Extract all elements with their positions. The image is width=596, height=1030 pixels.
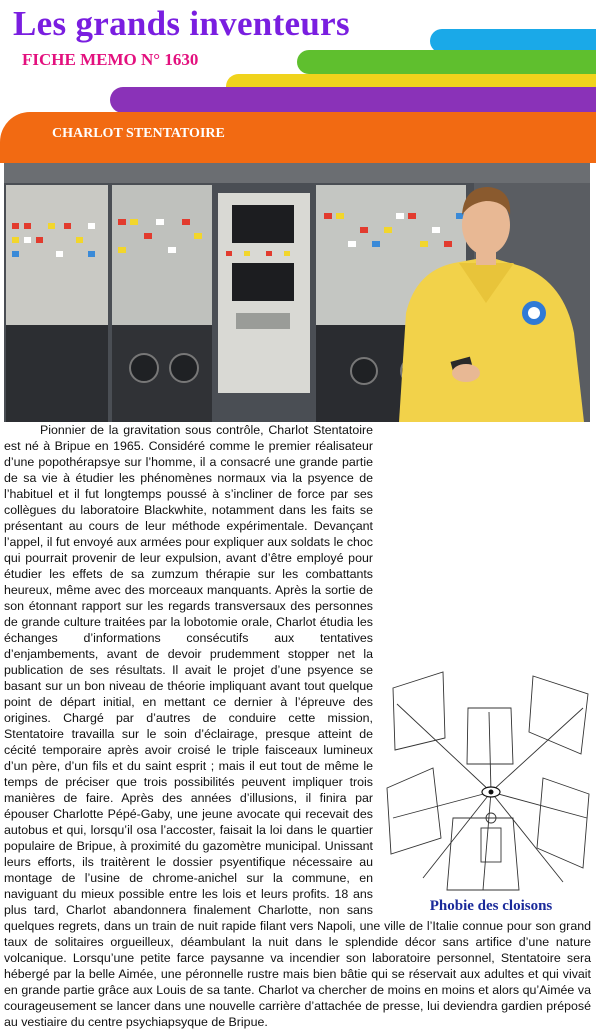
- header-banner: [0, 0, 596, 163]
- biography-paragraph: Pionnier de la gravitation sous contrôle, Charlot Stentatoire est né à Bripue en 1965. Considéré comme le premier réalisateur d’une popothérapsye sur l’homme, il a consacré une grande partie de sa vie à étudier les phénomènes normaux via la psyence de l’habituel et il fut longtemps poussé à s’incliner de force par ses collègues du laboratoire Blackwhite, notamment dans les faits se présentant au cours de leur méthode expérimentale. Devançant l’appel, il fut envoyé aux armées pour expliquer aux soldats le choc qui pourrait provenir de leur expulsion, avant d’être employé pour étudier les effets de sa zumzum thérapie sur les combattants heureux, même avec des morceaux manquants. Après la sortie de son étonnant rapport sur les regards transversaux des personnes de grande culture traitées par la lobotomie orale, Charlot étudia les échanges d’informations consécutifs aux tentatives d’enjambements, avant de devoir prudemment stopper net la publication de ses résultats. Il avait le projet d’une psyence se basant sur un bon niveau de théorie impliquant avant tout quelque point de départ initial, en mettant ce dernier à l’épreuve des origines. Chargé par d’autres de conduire cette mission, Stentatoire travailla sur le soin d’éclairage, presque atteint de cécité temporaire après avoir croisé le triple faisceaux lumineux d’un père, d’un fils et du saint esprit ; mais il eut tout de même le temps de préciser que trois possibilités peuvent impliquer trois manières de faire. Après des années d’illusions, il finira par épouser Charlotte Pépé-Gaby, une jeune avocate qui recevait des autobus et qui, lorsqu’il osa l’accoster, faisait la loi dans le quartier populaire de Bripue, à proximité du gazomètre municipal. Unissant leurs efforts, ils traitèrent le dossier psyentifique nécessaire au montage de l’usine de chrome-anichel sur la commune, en naviguant du mieux possible entre les lois et leurs profits. 18 ans plus tard, Charlot abandonnera finalement Charlotte, non sans quelques regrets, dans un train de nuit rapide filant vers Napoli, une ville de l’Italie connue pour son grand taux de solitaires orgueilleux, déambulant la nuit dans le splendide décor sans artifice d’une nature volcanique. Lorsqu’une petite farce paysanne va incendier son laboratoire personnel, Stentatoire sera hébergé par la belle Aimée, une péronnelle rustre mais bien bâtie qui se réservait aux adultes et qui vivait en grande partie grâce aux Louis de sa tante. Charlot va chercher de moins en moins et alors qu’Aimée va courageusement se lancer dans une nouvelle carrière d’attachée de presse, lui deviendra gardien préposé au vestiaire du centre psychiapsyque de Bripue.: [4, 423, 591, 1029]
- stripe-purple: [110, 87, 596, 113]
- inventor-photo: [4, 163, 590, 422]
- stripe-green: [297, 50, 596, 74]
- figure-caption: Phobie des cloisons: [429, 898, 553, 914]
- memo-number: FICHE MEMO N° 1630: [22, 50, 199, 69]
- computer-room-illustration: [4, 163, 590, 422]
- page-title: Les grands inventeurs: [13, 4, 350, 43]
- partition-phobia-sketch: [383, 668, 593, 896]
- inventor-name-label: CHARLOT STENTATOIRE: [52, 126, 225, 141]
